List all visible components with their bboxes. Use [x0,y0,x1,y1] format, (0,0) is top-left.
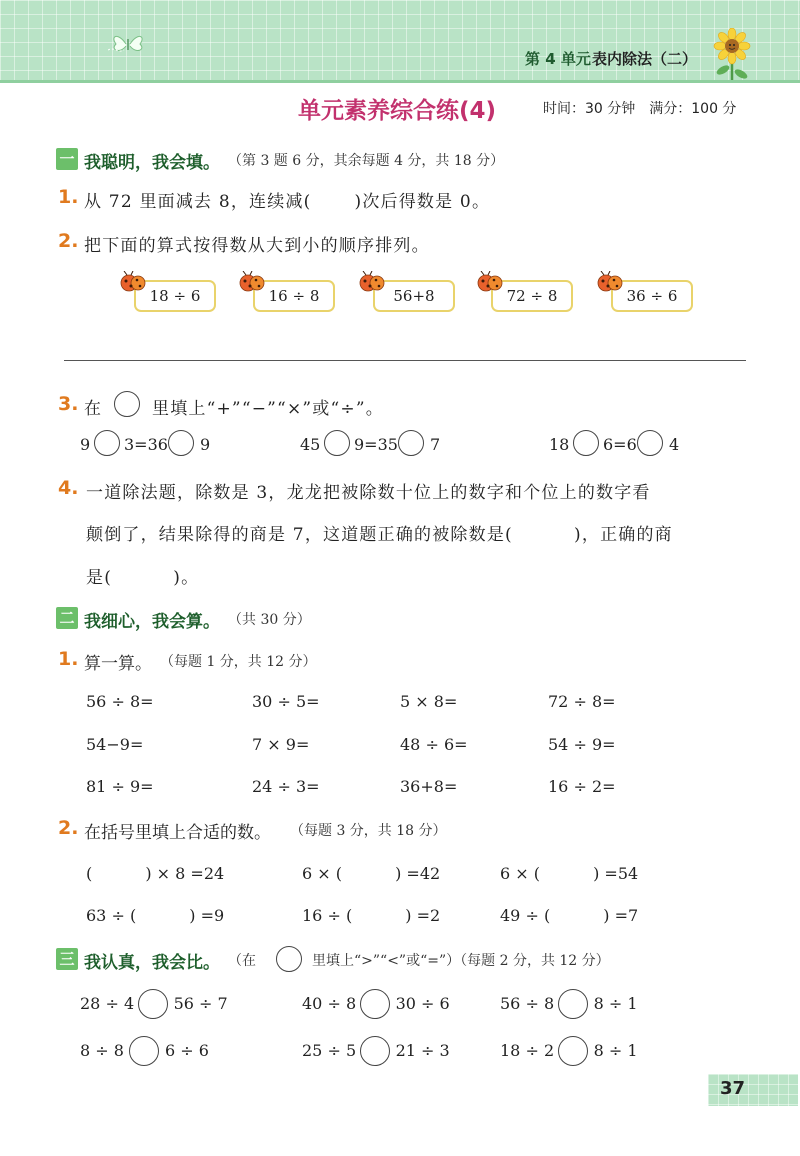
fill-in-expression[interactable]: 63 ÷ ( ) =9 [86,906,225,925]
operator-circle-input[interactable] [398,430,424,456]
calc-expression[interactable]: 36+8= [400,777,458,796]
question-number-1-1: 1. [58,186,79,208]
compare-left: 25 ÷ 5 [302,1041,357,1060]
calc-expression[interactable]: 16 ÷ 2= [548,777,616,796]
compare-right: 56 ÷ 7 [173,994,228,1013]
compare-right: 8 ÷ 1 [593,994,638,1013]
operator-operand-b: 9=35 [354,435,398,454]
calc-expression[interactable]: 54−9= [86,735,144,754]
section-badge-1: 一 [56,148,78,170]
section-note-3-before: （在 [228,953,256,969]
question-text-1-4-line1: 一道除法题，除数是 3，龙龙把被除数十位上的数字和个位上的数字看 [86,483,651,503]
section-title-3: 我认真，我会比。 [84,953,220,973]
page-title: 单元素养综合练(4) [298,98,497,124]
expression-card-5: 36 ÷ 6 [611,280,693,312]
calc-expression[interactable]: 81 ÷ 9= [86,777,154,796]
operator-operand-a: 45 [300,435,321,454]
expression-card-2: 16 ÷ 8 [253,280,335,312]
fill-in-expression[interactable]: 16 ÷ ( ) =2 [302,906,441,925]
question-number-2-1: 1. [58,648,79,670]
expression-card-4: 72 ÷ 8 [491,280,573,312]
section-badge-3: 三 [56,948,78,970]
operator-circle-input[interactable] [573,430,599,456]
section-badge-2: 二 [56,607,78,629]
operator-operand-b: 3=36 [124,435,168,454]
operator-circle-input[interactable] [324,430,350,456]
question-text-1-4-line2: 颠倒了，结果除得的商是 7，这道题正确的被除数是( )，正确的商 [86,525,673,545]
compare-circle-input[interactable] [138,989,168,1019]
time-info: 时间：30 分钟 满分：100 分 [543,101,737,117]
butterfly-icon [108,30,148,56]
ladybug-icon [477,271,503,293]
operator-operand-c: 4 [669,435,680,454]
calc-expression[interactable]: 48 ÷ 6= [400,735,468,754]
section-title-2: 我细心，我会算。 [84,612,220,632]
compare-circle-input[interactable] [558,989,588,1019]
section-title-1: 我聪明，我会填。 [84,153,220,173]
answer-line[interactable] [64,360,746,361]
calc-expression[interactable]: 24 ÷ 3= [252,777,320,796]
ladybug-icon [359,271,385,293]
question-note-2-1: （每题 1 分，共 12 分） [160,654,317,670]
compare-right: 21 ÷ 3 [395,1041,450,1060]
operator-operand-c: 9 [200,435,211,454]
question-number-2-2: 2. [58,817,79,839]
operator-circle-input[interactable] [168,430,194,456]
compare-right: 30 ÷ 6 [395,994,450,1013]
symbol-circle-example-3 [276,946,302,972]
expression-card-3: 56+8 [373,280,455,312]
compare-left: 40 ÷ 8 [302,994,357,1013]
compare-circle-input[interactable] [129,1036,159,1066]
calc-expression[interactable]: 30 ÷ 5= [252,692,320,711]
question-number-1-4: 4. [58,477,79,499]
section-note-2: （共 30 分） [228,612,311,628]
compare-circle-input[interactable] [558,1036,588,1066]
question-note-2-2: （每题 3 分，共 18 分） [290,823,447,839]
question-text-1-3-after: 里填上“+”“−”“×”或“÷”。 [152,399,384,419]
calc-expression[interactable]: 56 ÷ 8= [86,692,154,711]
operator-operand-a: 18 [549,435,570,454]
calc-expression[interactable]: 54 ÷ 9= [548,735,616,754]
expression-card-1: 18 ÷ 6 [134,280,216,312]
page-number: 37 [720,1078,746,1099]
compare-left: 8 ÷ 8 [80,1041,124,1060]
question-text-1-3-before: 在 [84,399,103,419]
unit-label: 第 4 单元 [525,50,591,68]
compare-right: 8 ÷ 1 [593,1041,638,1060]
question-text-2-2: 在括号里填上合适的数。 [84,823,271,843]
operator-circle-input[interactable] [637,430,663,456]
operator-operand-a: 9 [80,435,91,454]
operator-circle-input[interactable] [94,430,120,456]
ladybug-icon [239,271,265,293]
section-note-1: （第 3 题 6 分，其余每题 4 分，共 18 分） [228,153,505,169]
operator-operand-b: 6=6 [603,435,637,454]
compare-left: 28 ÷ 4 [80,994,135,1013]
compare-circle-input[interactable] [360,989,390,1019]
section-note-3-after: 里填上“>”“<”或“=”）（每题 2 分，共 12 分） [312,953,610,969]
question-number-1-2: 2. [58,230,79,252]
compare-circle-input[interactable] [360,1036,390,1066]
fill-in-expression[interactable]: 6 × ( ) =42 [302,864,441,883]
sunflower-icon [707,28,757,80]
symbol-circle-example [114,391,140,417]
question-number-1-3: 3. [58,393,79,415]
fill-in-expression[interactable]: ( ) × 8 =24 [86,864,225,883]
fill-in-expression[interactable]: 49 ÷ ( ) =7 [500,906,639,925]
compare-left: 18 ÷ 2 [500,1041,555,1060]
ladybug-icon [597,271,623,293]
question-text-1-1: 从 72 里面减去 8，连续减( )次后得数是 0。 [84,192,491,212]
question-text-2-1: 算一算。 [84,654,152,674]
calc-expression[interactable]: 7 × 9= [252,735,310,754]
calc-expression[interactable]: 72 ÷ 8= [548,692,616,711]
question-text-1-4-line3: 是( )。 [86,568,200,588]
question-text-1-2: 把下面的算式按得数从大到小的顺序排列。 [84,236,430,256]
chapter-label: 表内除法（二） [592,50,698,68]
compare-left: 56 ÷ 8 [500,994,555,1013]
calc-expression[interactable]: 5 × 8= [400,692,458,711]
operator-operand-c: 7 [430,435,441,454]
ladybug-icon [120,271,146,293]
compare-right: 6 ÷ 6 [165,1041,209,1060]
fill-in-expression[interactable]: 6 × ( ) =54 [500,864,639,883]
